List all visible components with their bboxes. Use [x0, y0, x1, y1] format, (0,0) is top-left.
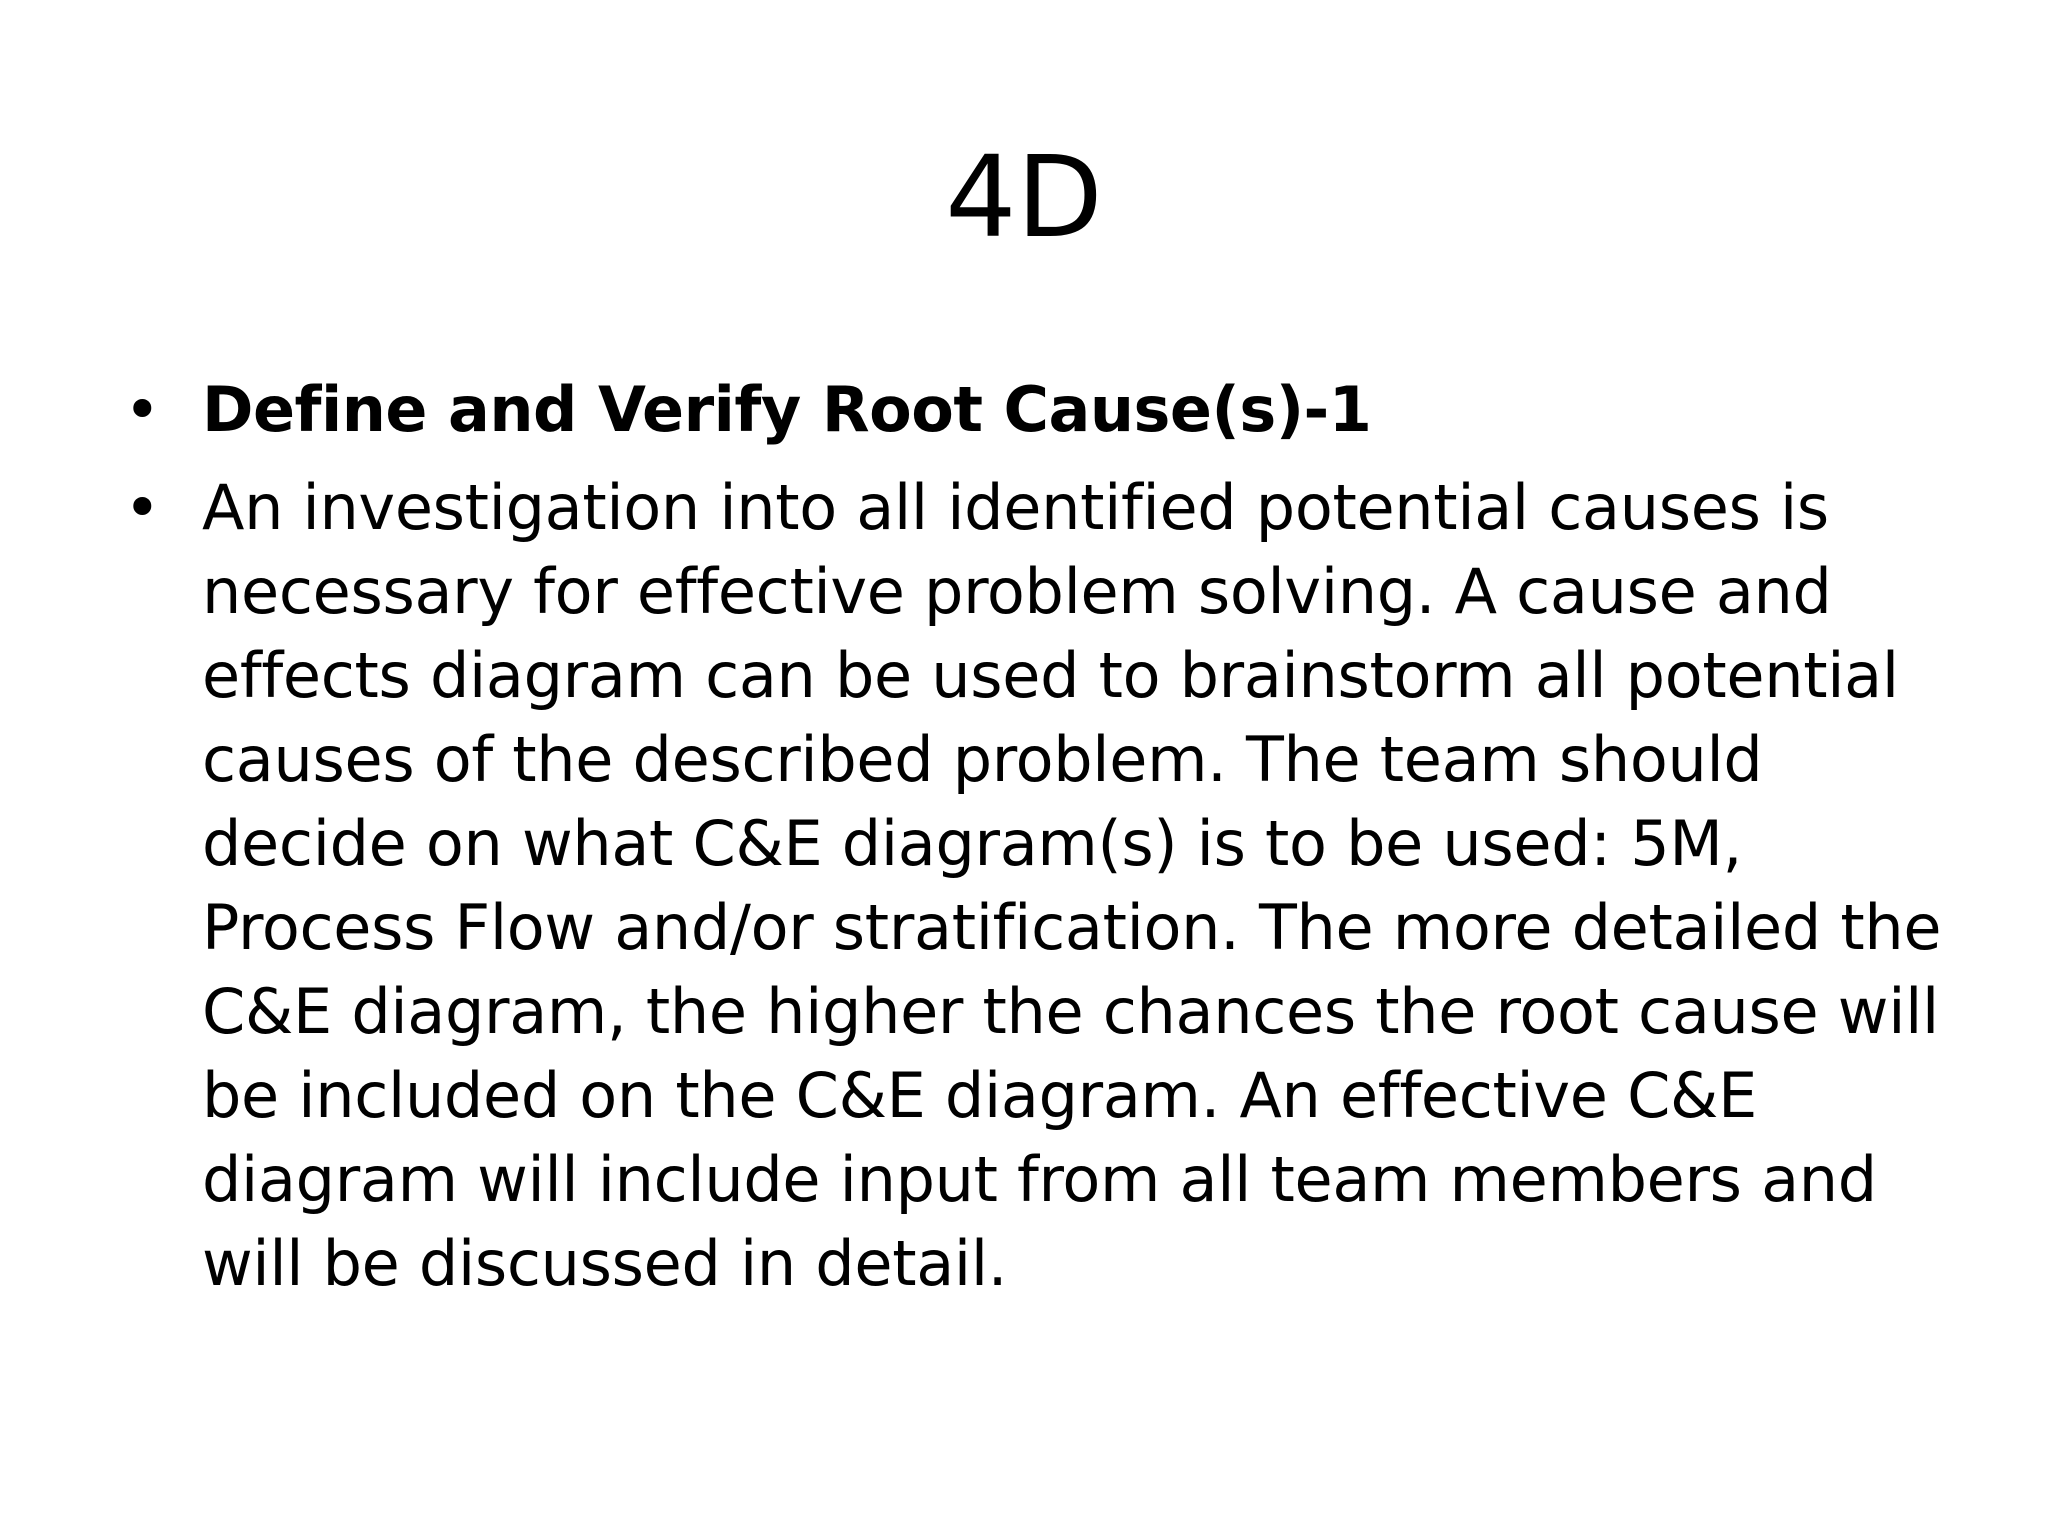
- bullet-item-body: [110, 466, 1950, 1306]
- slide-title: 4D: [945, 133, 1103, 263]
- bullet-body-text: An investigation into all identified potential causes is necessary for effective problem solving. A cause and effects diagram can be used to brainstorm all potential causes of the described problem. The team should decide on what C&E diagram(s) is to be used: 5M, Process Flow and/or stratification. The more detailed the C&E diagram, the higher the chances the root cause will be included on the C&E diagram. An effective C&E diagram will include input from all team members and will be discussed in detail.: [202, 471, 1942, 1300]
- bullet-heading-text: Define and Verify Root Cause(s)-1: [202, 373, 1372, 446]
- bullet-marker: •: [124, 373, 161, 446]
- bullet-item-heading: [110, 368, 1950, 452]
- bullet-marker: •: [124, 471, 161, 544]
- bullet-list: [110, 368, 1950, 1320]
